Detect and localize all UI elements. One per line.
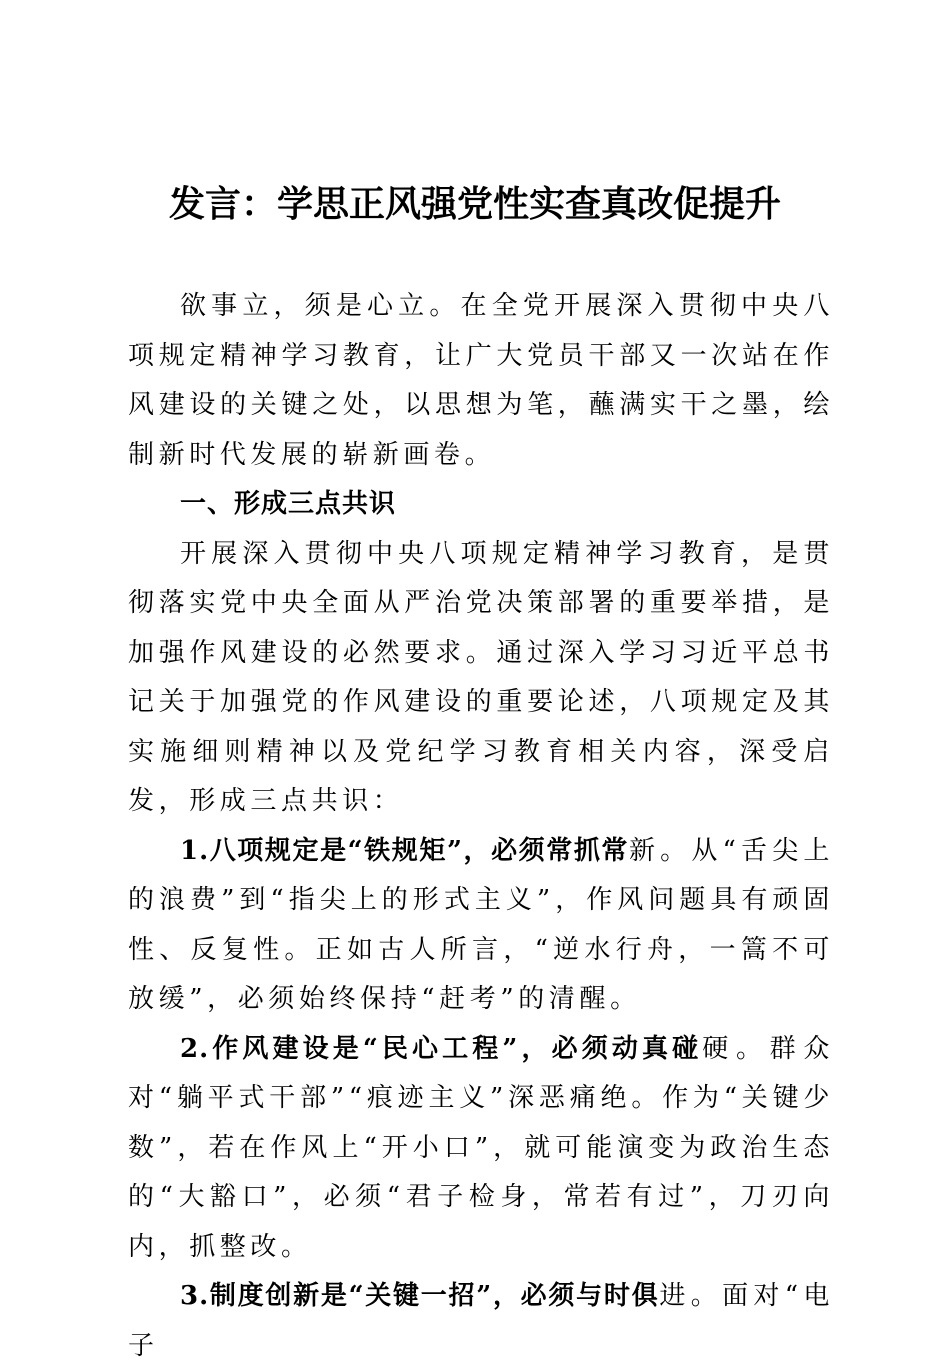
point-1-paragraph [128,827,834,1025]
point-1-body: 新。从“舌尖上的浪费”到“指尖上的形式主义”，作风问题具有顽固性、反复性。正如古人所言，“逆水行舟，一篙不可放缓”，必须始终保持“赶考”的清醒。 [128,835,834,1014]
point-3-paragraph [128,1272,834,1371]
point-2-lead: 2.作风建设是“民心工程”，必须动真碰 [180,1033,703,1064]
section-heading-1: 一、形成三点共识 [180,489,397,519]
point-2-body: 硬。群众对“躺平式干部”“痕迹主义”深恶痛绝。作为“关键少数”，若在作风上“开小口”，就可能演变为政治生态的“大豁口”，必须“君子检身，常若有过”，刀刃向内，抓整改。 [128,1033,834,1262]
point-1-lead: 1.八项规定是“铁规矩”，必须常抓常 [180,835,629,866]
point-3-lead: 3.制度创新是“关键一招”，必须与时俱 [180,1281,660,1311]
intro-paragraph: 欲事立，须是心立。在全党开展深入贯彻中央八项规定精神学习教育，让广大党员干部又一次站在作风建设的关键之处，以思想为笔，蘸满实干之墨，绘制新时代发展的崭新画卷。 [128,291,834,470]
point-2-paragraph [128,1025,834,1273]
document-title: 发言：学思正风强党性实查真改促提升 [168,183,781,225]
point-3-body: 进。面对“电子 [128,1281,834,1361]
document-body [128,282,834,1371]
section1-paragraph: 开展深入贯彻中央八项规定精神学习教育，是贯彻落实党中央全面从严治党决策部署的重要举措，是加强作风建设的必然要求。通过深入学习习近平总书记关于加强党的作风建设的重要论述，八项规定及其实施细则精神以及党纪学习教育相关内容，深受启发，形成三点共识： [128,538,834,816]
